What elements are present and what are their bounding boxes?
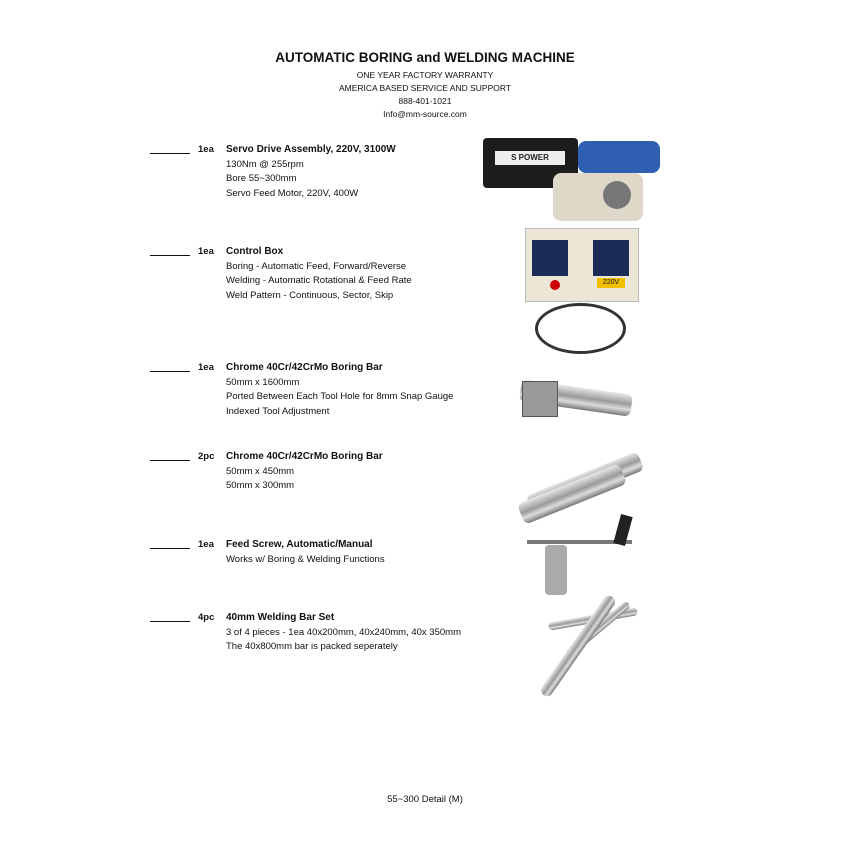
checkbox-line[interactable]: [150, 460, 190, 461]
checkbox-line[interactable]: [150, 621, 190, 622]
item-detail: 50mm x 1600mm: [226, 376, 300, 388]
item-detail: Weld Pattern - Continuous, Sector, Skip: [226, 289, 394, 301]
phone-text: 888-401-1021: [398, 96, 452, 106]
quantity: 1ea: [198, 144, 214, 155]
warranty-text: ONE YEAR FACTORY WARRANTY: [356, 70, 494, 80]
checkbox-line[interactable]: [150, 153, 190, 154]
item-title: Chrome 40Cr/42CrMo Boring Bar: [226, 362, 383, 373]
brand-logo: S POWER: [495, 151, 565, 165]
item-detail: The 40x800mm bar is packed seperately: [226, 641, 398, 652]
quantity: 1ea: [198, 539, 214, 550]
voltage-label: 220V: [597, 278, 625, 288]
checkbox-line[interactable]: [150, 255, 190, 256]
item-detail: Welding - Automatic Rotational & Feed Rate: [226, 275, 412, 286]
item-title: Servo Drive Assembly, 220V, 3100W: [226, 144, 396, 155]
item-detail: Indexed Tool Adjustment: [226, 405, 330, 417]
quantity: 4pc: [198, 612, 215, 623]
item-detail: 3 of 4 pieces - 1ea 40x200mm, 40x240mm, 40x 350mm: [226, 626, 461, 638]
welding-bars-image: [528, 595, 632, 685]
quantity: 1ea: [198, 362, 214, 373]
boring-bars-image: [520, 448, 640, 513]
item-detail: Servo Feed Motor, 220V, 400W: [226, 187, 359, 199]
footer-note: 55~300 Detail (M): [387, 794, 463, 805]
page-title: AUTOMATIC BORING and WELDING MACHINE: [275, 50, 575, 65]
quantity: 1ea: [198, 246, 214, 257]
item-detail: Works w/ Boring & Welding Functions: [226, 553, 385, 565]
item-detail: 50mm x 450mm: [226, 465, 295, 477]
email-text: Info@mm-source.com: [383, 109, 467, 119]
item-title: Control Box: [226, 246, 284, 257]
item-detail: Ported Between Each Tool Hole for 8mm Snap Gauge: [226, 391, 454, 402]
checkbox-line[interactable]: [150, 548, 190, 549]
item-detail: 50mm x 300mm: [226, 480, 295, 491]
item-detail: Boring - Automatic Feed, Forward/Reverse: [226, 260, 407, 272]
quantity: 2pc: [198, 451, 215, 462]
control-box-image: [505, 228, 640, 356]
servo-motor-image: [483, 133, 665, 223]
item-title: Chrome 40Cr/42CrMo Boring Bar: [226, 451, 383, 462]
checkbox-line[interactable]: [150, 371, 190, 372]
feed-screw-image: [527, 515, 632, 595]
boring-bar-image: [520, 377, 632, 425]
item-detail: Bore 55~300mm: [226, 173, 297, 184]
support-text: AMERICA BASED SERVICE AND SUPPORT: [338, 83, 512, 93]
item-title: Feed Screw, Automatic/Manual: [226, 539, 373, 550]
item-title: 40mm Welding Bar Set: [226, 612, 335, 623]
item-detail: 130Nm @ 255rpm: [226, 158, 304, 170]
